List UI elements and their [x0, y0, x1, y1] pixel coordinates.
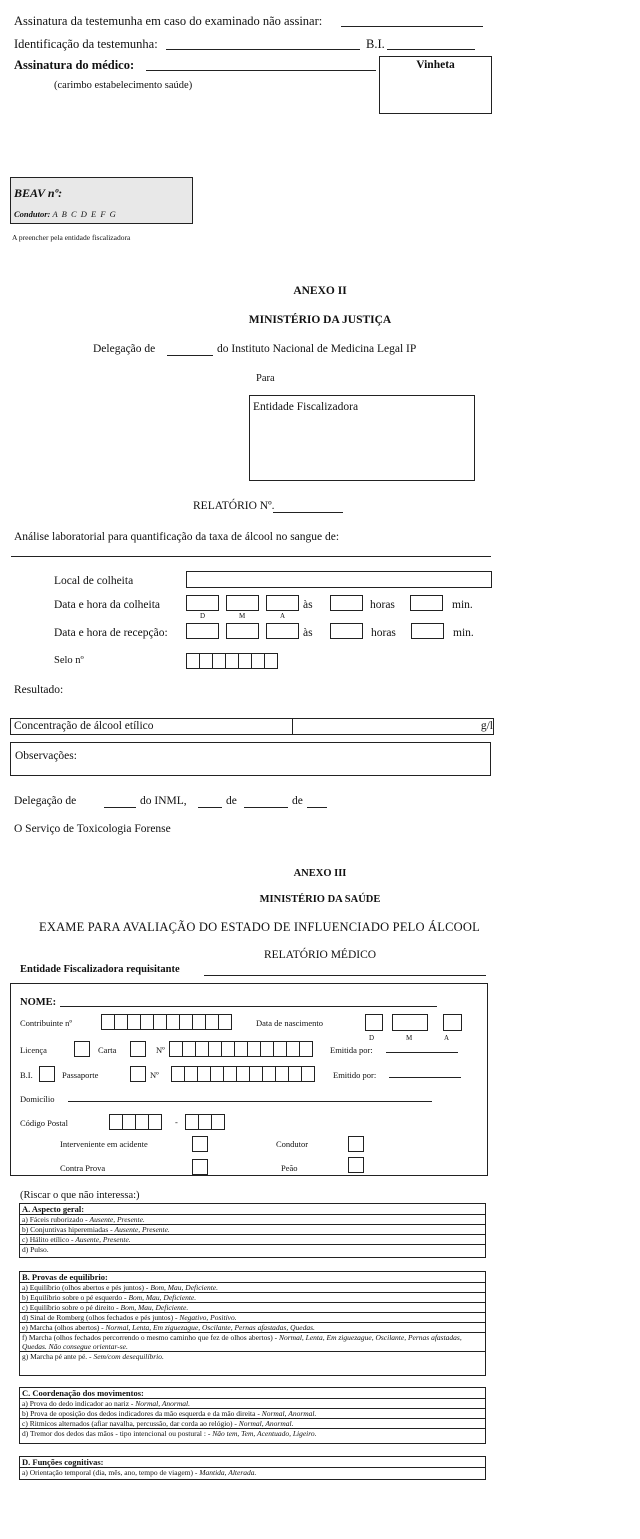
n1-label: Nº	[156, 1045, 165, 1055]
selo-label: Selo nº	[54, 655, 84, 666]
emitido-label: Emitido por:	[333, 1070, 377, 1080]
section-c-row[interactable]: d) Tremor dos dedos das mãos - tipo intencional ou postural : - Não tem, Tem, Acentuado, Ligeiro.	[22, 1429, 317, 1438]
colheita-day[interactable]	[186, 595, 219, 611]
analise-label: Análise laboratorial para quantificação da taxa de álcool no sangue de:	[14, 531, 340, 543]
section-d-title: D. Funções cognitivas:	[20, 1457, 485, 1468]
observacoes-box[interactable]	[10, 742, 491, 776]
exame-title: EXAME PARA AVALIAÇÃO DO ESTADO DE INFLUENCIADO PELO ÁLCOOL	[39, 920, 480, 934]
section-b-row[interactable]: f) Marcha (olhos fechados percorrendo o mesmo caminho que fez de olhos abertos) - Normal, Lenta, Em ziguezague, Oscilante, Pernas afastadas, Quedas. Não consegue orientar-se.	[20, 1333, 485, 1352]
entidade-requisitante-label: Entidade Fiscalizadora requisitante	[20, 964, 180, 975]
delegacao2-a: Delegação de	[14, 795, 77, 807]
data-colheita-label: Data e hora da colheita	[54, 599, 160, 611]
relatorio-medico: RELATÓRIO MÉDICO	[263, 949, 377, 961]
cp-cells-2[interactable]	[186, 1114, 225, 1130]
licenca-checkbox[interactable]	[74, 1041, 90, 1057]
anexo2-title: ANEXO II	[293, 285, 347, 297]
nasc-year[interactable]	[443, 1014, 462, 1031]
delegacao-suffix: do Instituto Nacional de Medicina Legal IP	[217, 343, 417, 355]
bi-line[interactable]	[387, 49, 475, 50]
section-a-row[interactable]: b) Conjuntivas hiperemiadas - Ausente, Presente.	[20, 1225, 485, 1235]
colheita-year[interactable]	[266, 595, 299, 611]
emitida-label: Emitida por:	[330, 1045, 373, 1055]
section-b-row[interactable]: b) Equilíbrio sobre o pé esquerdo - Bom, Mau, Deficiente.	[20, 1293, 485, 1303]
recepcao-min-label: min.	[453, 627, 474, 639]
colheita-horas: horas	[370, 599, 395, 611]
colheita-hours[interactable]	[330, 595, 363, 611]
doctor-signature-line[interactable]	[146, 70, 376, 71]
stamp-note: (carimbo estabelecimento saúde)	[54, 80, 193, 91]
contribuinte-label: Contribuinte nº	[20, 1018, 72, 1028]
beav-title: BEAV nº:	[14, 186, 63, 200]
domicilio-label: Domicílio	[20, 1094, 55, 1104]
section-b-row[interactable]: g) Marcha pé ante pé. - Sem/com desequilíbrio.	[22, 1352, 164, 1361]
licenca-number-cells[interactable]	[170, 1041, 313, 1057]
section-a-row[interactable]: d) Pulso.	[22, 1245, 49, 1254]
carta-checkbox[interactable]	[130, 1041, 146, 1057]
condutor2-label: Condutor	[276, 1139, 309, 1149]
entidade-box[interactable]	[249, 395, 475, 481]
data-recepcao-label: Data e hora de recepção:	[54, 627, 168, 639]
cp-cells-1[interactable]	[110, 1114, 162, 1130]
nasc-m: M	[406, 1034, 413, 1042]
concentracao-row	[10, 718, 494, 735]
nasc-d: D	[369, 1034, 375, 1042]
nome-line[interactable]	[60, 1006, 437, 1007]
codigo-postal-label: Código Postal	[20, 1118, 68, 1128]
peao-label: Peão	[281, 1163, 298, 1173]
section-b-title: B. Provas de equilíbrio:	[20, 1272, 485, 1283]
colheita-min-label: min.	[452, 599, 473, 611]
bi-label: B.I.	[366, 37, 385, 51]
local-field[interactable]	[186, 571, 492, 588]
delegacao2-d: de	[292, 795, 303, 807]
nome-label: NOME:	[20, 997, 57, 1008]
witness-signature-line[interactable]	[341, 26, 483, 27]
delegacao-prefix: Delegação de	[93, 343, 156, 355]
selo-cells[interactable]	[187, 653, 278, 669]
section-b-row[interactable]: a) Equilíbrio (olhos abertos e pés juntos) - Bom, Mau, Deficiente.	[20, 1283, 485, 1293]
section-b-row[interactable]: c) Equilíbrio sobre o pé direito - Bom, Mau, Deficiente.	[20, 1303, 485, 1313]
contra-prova-label: Contra Prova	[60, 1163, 106, 1173]
colheita-as: às	[303, 599, 313, 611]
section-c-row[interactable]: b) Prova de oposição dos dedos indicadores da mão esquerda e da mão direita - Normal, Anormal.	[20, 1409, 485, 1419]
bi-checkbox[interactable]	[39, 1066, 55, 1082]
nascimento-label: Data de nascimento	[256, 1018, 324, 1028]
condutor-letters[interactable]: A B C D E F G	[52, 209, 117, 219]
recepcao-as: às	[303, 627, 313, 639]
domicilio-line[interactable]	[68, 1101, 432, 1102]
delegacao2-b: do INML,	[140, 795, 187, 807]
delegacao2-line4[interactable]	[307, 807, 327, 808]
condutor-checkbox[interactable]	[348, 1136, 364, 1152]
nasc-day[interactable]	[365, 1014, 383, 1031]
colheita-min[interactable]	[410, 595, 443, 611]
section-a-row[interactable]: a) Fáceis ruborizado - Ausente, Presente.	[20, 1215, 485, 1225]
witness-signature-label: Assinatura da testemunha em caso do examinado não assinar:	[14, 14, 323, 28]
relatorio-line[interactable]	[273, 512, 343, 513]
licenca-label: Licença	[20, 1045, 47, 1055]
emitido-line[interactable]	[389, 1077, 461, 1078]
relatorio-label: RELATÓRIO Nº.	[193, 500, 275, 512]
condutor-label: Condutor:	[14, 209, 51, 219]
section-a	[19, 1203, 486, 1258]
n2-label: Nº	[150, 1070, 159, 1080]
nasc-a: A	[444, 1034, 450, 1042]
bi-number-cells[interactable]	[172, 1066, 315, 1082]
anexo2-ministry: MINISTÉRIO DA JUSTIÇA	[248, 314, 392, 326]
nasc-month[interactable]	[392, 1014, 428, 1031]
beav-box	[10, 177, 193, 224]
colheita-a: A	[280, 612, 286, 620]
recepcao-horas: horas	[371, 627, 396, 639]
unit-label: g/l	[480, 720, 493, 732]
section-b	[19, 1271, 486, 1376]
interveniente-checkbox[interactable]	[192, 1136, 208, 1152]
section-b-row[interactable]: e) Marcha (olhos abertos) - Normal, Lenta, Em ziguezague, Oscilante, Pernas afastadas, Quedas.	[20, 1323, 485, 1333]
section-b-row[interactable]: d) Sinal de Romberg (olhos fechados e pés juntos) - Negativo, Positivo.	[20, 1313, 485, 1323]
interveniente-label: Interveniente em acidente	[60, 1139, 148, 1149]
section-c	[19, 1387, 486, 1444]
carta-label: Carta	[98, 1045, 117, 1055]
entidade-requisitante-line[interactable]	[204, 975, 486, 976]
section-d	[19, 1456, 486, 1480]
recepcao-month[interactable]	[226, 623, 259, 639]
concentracao-label: Concentração de álcool etílico	[14, 720, 154, 732]
passaporte-checkbox[interactable]	[130, 1066, 146, 1082]
section-a-title: A. Aspecto geral:	[20, 1204, 485, 1215]
bi2-label: B.I.	[20, 1070, 33, 1080]
contra-prova-checkbox[interactable]	[192, 1159, 208, 1175]
witness-id-label: Identificação da testemunha:	[14, 37, 158, 51]
delegacao2-c: de	[226, 795, 237, 807]
beav-note: A preencher pela entidade fiscalizadora	[12, 233, 131, 242]
section-a-row[interactable]: c) Hálito etílico - Ausente, Presente.	[20, 1235, 485, 1245]
anexo3-title: ANEXO III	[293, 868, 347, 879]
local-label: Local de colheita	[54, 575, 134, 587]
colheita-d: D	[200, 612, 206, 620]
section-c-row[interactable]: a) Prova do dedo indicador ao nariz - Normal, Anormal.	[20, 1399, 485, 1409]
para-label: Para	[256, 373, 275, 384]
witness-id-line[interactable]	[166, 49, 360, 50]
entidade-label: Entidade Fiscalizadora	[253, 401, 359, 413]
analise-line[interactable]	[11, 556, 491, 557]
observacoes-label: Observações:	[15, 750, 77, 762]
recepcao-min[interactable]	[411, 623, 444, 639]
peao-checkbox[interactable]	[348, 1157, 364, 1173]
emitida-line[interactable]	[386, 1052, 458, 1053]
doctor-signature-label: Assinatura do médico:	[14, 58, 135, 72]
riscar-note: (Riscar o que não interessa:)	[20, 1190, 140, 1201]
servico-label: O Serviço de Toxicologia Forense	[14, 823, 171, 835]
delegacao2-line3[interactable]	[244, 807, 288, 808]
colheita-month[interactable]	[226, 595, 259, 611]
recepcao-year[interactable]	[266, 623, 299, 639]
section-c-title: C. Coordenação dos movimentos:	[20, 1388, 485, 1399]
anexo3-ministry: MINISTÉRIO DA SAÚDE	[259, 894, 381, 905]
section-d-row[interactable]: a) Orientação temporal (dia, mês, ano, tempo de viagem) - Mantida, Alterada.	[22, 1468, 257, 1477]
resultado-label: Resultado:	[14, 684, 64, 696]
vinheta-box[interactable]	[379, 56, 492, 114]
delegacao2-line1[interactable]	[104, 807, 136, 808]
passaporte-label: Passaporte	[62, 1070, 99, 1080]
recepcao-day[interactable]	[186, 623, 219, 639]
vinheta-label: Vinheta	[416, 59, 455, 71]
contribuinte-cells[interactable]	[102, 1014, 232, 1030]
recepcao-hours[interactable]	[330, 623, 363, 639]
concentracao-value[interactable]	[292, 719, 495, 734]
section-c-row[interactable]: c) Ritmicos alternados (afiar navalha, percussão, dar corda ao relógio) - Normal, Anormal.	[20, 1419, 485, 1429]
delegacao2-line2[interactable]	[198, 807, 222, 808]
delegacao-line[interactable]	[167, 355, 213, 356]
colheita-m: M	[239, 612, 246, 620]
